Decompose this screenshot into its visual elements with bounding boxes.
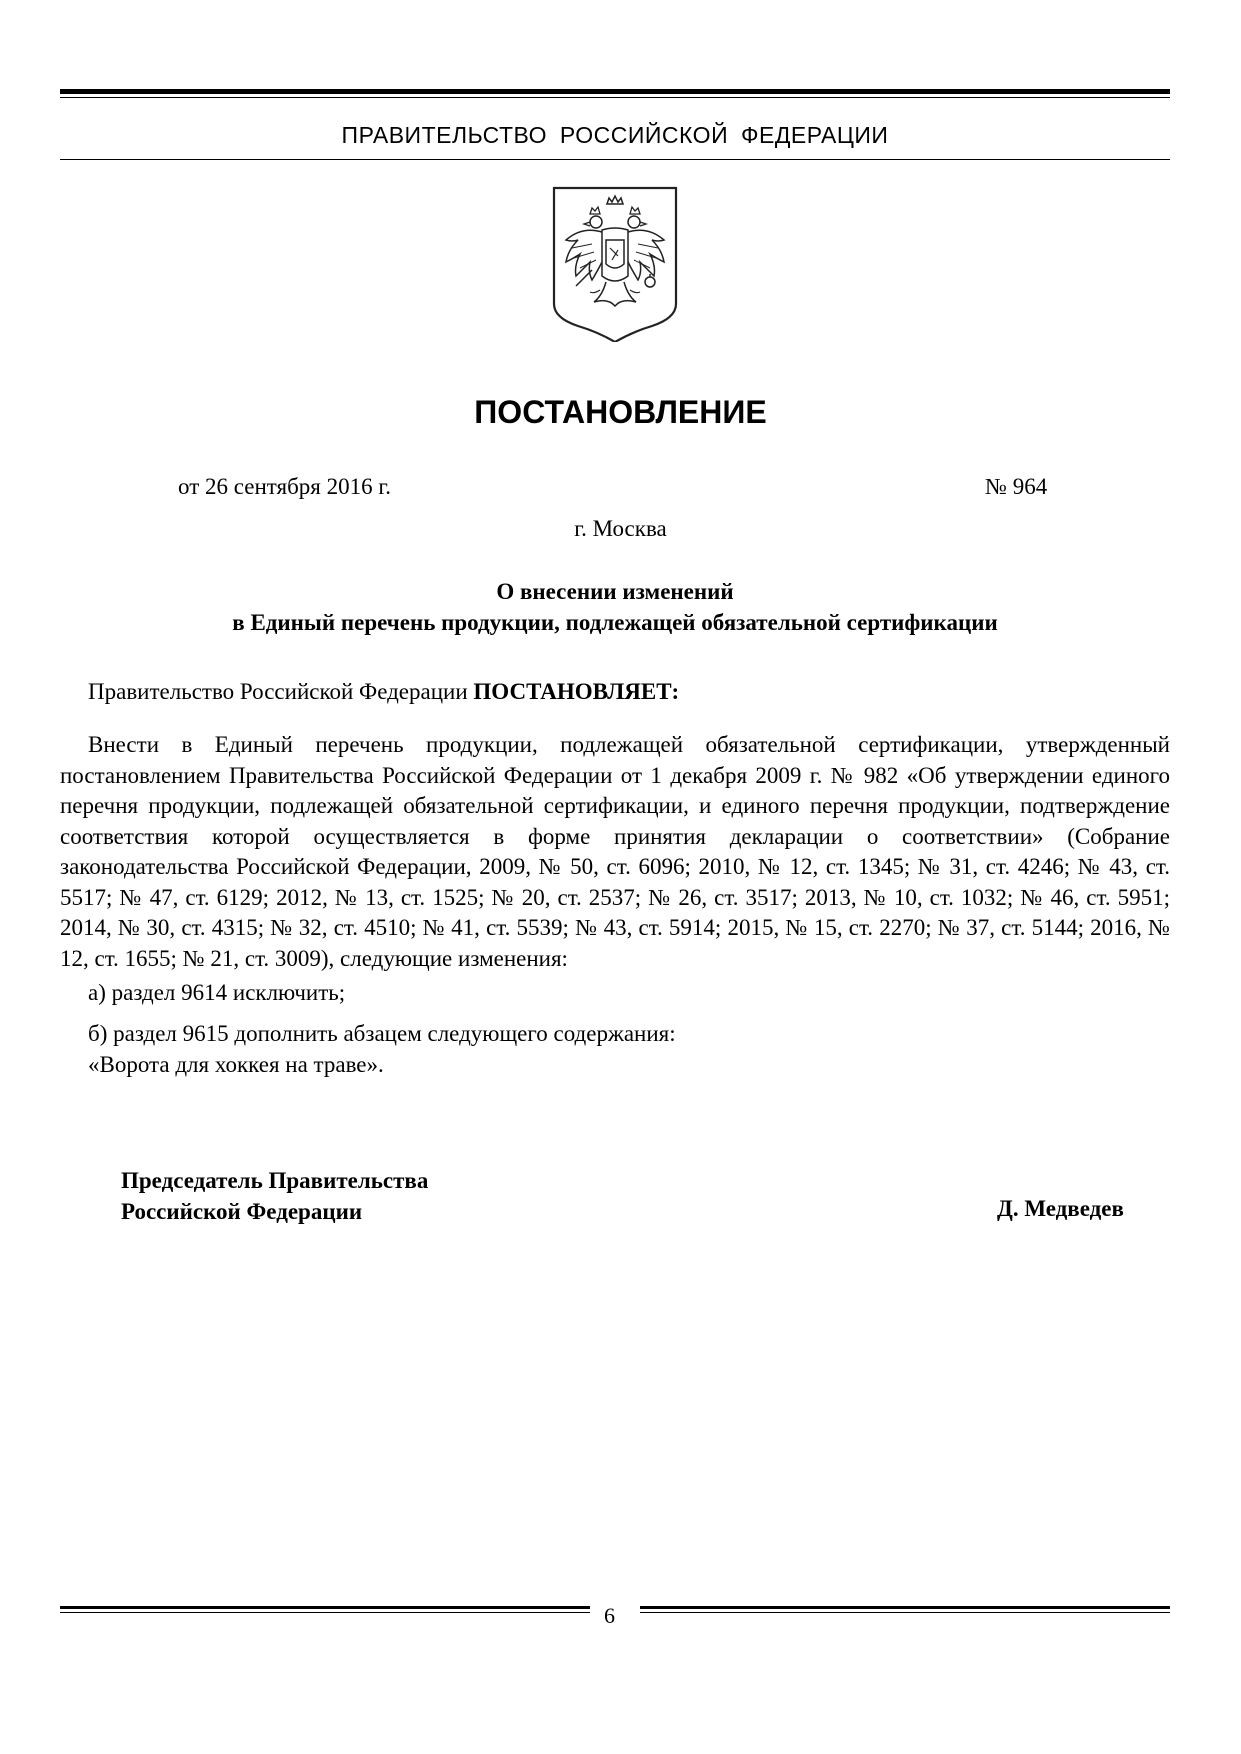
decree-prefix: Правительство Российской Федерации bbox=[88, 679, 474, 704]
list-item-b-quote: «Ворота для хоккея на траве». bbox=[88, 1052, 384, 1077]
page-number: 6 bbox=[604, 1603, 615, 1628]
footer-rule-right-thick bbox=[640, 1606, 1170, 1609]
signer-title bbox=[121, 1165, 428, 1227]
document-number: № 964 bbox=[985, 474, 1048, 499]
document-date: от 26 сентября 2016 г. bbox=[178, 474, 391, 499]
document-type-title: ПОСТАНОВЛЕНИЕ bbox=[474, 394, 767, 430]
signer-title-line-2: Российской Федерации bbox=[121, 1199, 363, 1224]
coat-of-arms-icon bbox=[552, 186, 678, 342]
footer-rule-right-thin bbox=[640, 1612, 1170, 1613]
footer-rule-left-thin bbox=[60, 1612, 590, 1613]
footer-rule-left-thick bbox=[60, 1606, 590, 1609]
list-item-a: а) раздел 9614 исключить; bbox=[88, 980, 346, 1005]
header-rule-thin bbox=[60, 97, 1170, 98]
list-item-b: б) раздел 9615 дополнить абзацем следующего содержания: bbox=[88, 1021, 676, 1046]
subject-line-2: в Единый перечень продукции, подлежащей обязательной сертификации bbox=[232, 610, 998, 635]
document-city: г. Москва bbox=[574, 516, 667, 541]
government-header: ПРАВИТЕЛЬСТВО РОССИЙСКОЙ ФЕДЕРАЦИИ bbox=[341, 122, 889, 148]
decree-word: ПОСТАНОВЛЯЕТ: bbox=[473, 679, 680, 704]
signer-title-line-1: Председатель Правительства bbox=[121, 1168, 429, 1193]
header-underline bbox=[60, 159, 1170, 160]
signer-name: Д. Медведев bbox=[997, 1196, 1124, 1221]
header-rule-thick bbox=[60, 89, 1170, 94]
document-subject bbox=[60, 576, 1170, 638]
main-paragraph: Внести в Единый перечень продукции, подлежащей обязательной сертификации, утвержденный постановлением Правительства Российской Федерации от 1 декабря 2009 г. № 982 «Об утверждении единого перечня продукции, подлежащей обязательной сертификации, и единого перечня продукции, подтверждение соответствия которой осуществляется в форме принятия декларации о соответствии» (Собрание законодательства Российской Федерации, 2009, № 50, ст. 6096; 2010, № 12, ст. 1345; № 31, ст. 4246; № 43, ст. 5517; № 47, ст. 6129; 2012, № 13, ст. 1525; № 20, ст. 2537; № 26, ст. 3517; 2013, № 10, ст. 1032; № 46, ст. 5951; 2014, № 30, ст. 4315; № 32, ст. 4510; № 41, ст. 5539; № 43, ст. 5914; 2015, № 15, ст. 2270; № 37, ст. 5144; 2016, № 12, ст. 1655; № 21, ст. 3009), следующие изменения: bbox=[60, 732, 1170, 971]
subject-line-1: О внесении изменений bbox=[496, 579, 734, 604]
decree-statement bbox=[88, 679, 679, 705]
